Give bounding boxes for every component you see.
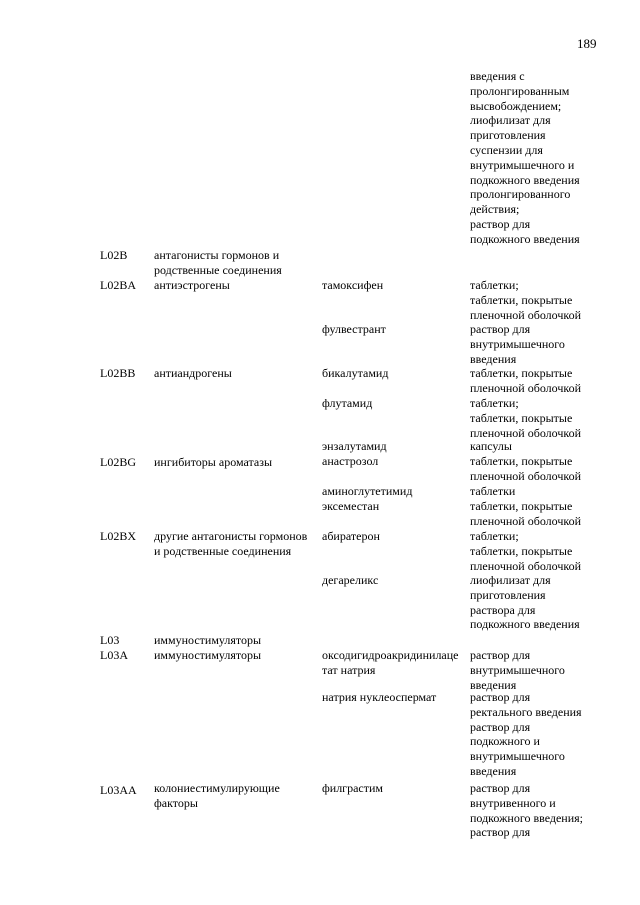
drug-name: анастрозол — [322, 454, 379, 468]
dosage-form: таблетки; таблетки, покрытые пленочной оболочкой — [470, 278, 582, 322]
dosage-form: раствор для ректального введения раствор для подкожного и внутримышечного введения — [470, 690, 582, 778]
drug-name: эксеместан — [322, 499, 380, 513]
dosage-form: раствор для внутримышечного введения — [470, 648, 565, 692]
drug-name: натрия нуклеоспермат — [322, 690, 437, 704]
drug-name: оксодигидроакридинилаце тат натрия — [322, 648, 459, 677]
dosage-form: таблетки, покрытые пленочной оболочкой — [470, 499, 582, 528]
atc-group: антиэстрогены — [154, 278, 230, 292]
dosage-form: таблетки, покрытые пленочной оболочкой — [470, 454, 582, 483]
drug-name: абиратерон — [322, 529, 380, 543]
dosage-form: раствор для внутривенного и подкожного введения; раствор для — [470, 781, 583, 840]
drug-name: филграстим — [322, 781, 384, 795]
drug-name: аминоглутетимид — [322, 484, 413, 498]
atc-group: колониестимулирующие факторы — [154, 781, 280, 810]
atc-code: L02B — [100, 248, 128, 262]
drug-name: тамоксифен — [322, 278, 384, 292]
atc-code: L02BG — [100, 455, 136, 469]
atc-code: L03 — [100, 633, 120, 647]
carryover-dosage-form: введения с пролонгированным высвобождением; лиофилизат для приготовления суспензии для внутримышечного и подкожного введения пролонгированного действия; раствор для подкожного введения — [470, 69, 580, 246]
atc-group: антагонисты гормонов и родственные соединения — [154, 248, 282, 277]
atc-group: иммуностимуляторы — [154, 648, 262, 662]
drug-name: флутамид — [322, 396, 373, 410]
atc-code: L02BA — [100, 278, 136, 292]
atc-code: L03A — [100, 648, 128, 662]
atc-code: L03AA — [100, 783, 137, 797]
atc-group: антиандрогены — [154, 366, 232, 380]
drug-name: бикалутамид — [322, 366, 389, 380]
dosage-form: таблетки — [470, 484, 516, 498]
atc-group: иммуностимуляторы — [154, 633, 262, 647]
atc-code: L02BB — [100, 366, 136, 380]
drug-name: дегареликс — [322, 573, 379, 587]
dosage-form: капсулы — [470, 439, 512, 453]
dosage-form: лиофилизат для приготовления раствора для подкожного введения — [470, 573, 580, 632]
dosage-form: таблетки; таблетки, покрытые пленочной оболочкой — [470, 396, 582, 440]
atc-group: другие антагонисты гормонов и родственные соединения — [154, 529, 308, 558]
dosage-form: таблетки, покрытые пленочной оболочкой — [470, 366, 582, 395]
drug-name: фулвестрант — [322, 322, 386, 336]
atc-code: L02BX — [100, 529, 136, 543]
dosage-form: раствор для внутримышечного введения — [470, 322, 565, 366]
page-number: 189 — [577, 36, 597, 51]
dosage-form: таблетки; таблетки, покрытые пленочной оболочкой — [470, 529, 582, 573]
drug-name: энзалутамид — [322, 439, 387, 453]
atc-group: ингибиторы ароматазы — [154, 455, 273, 469]
